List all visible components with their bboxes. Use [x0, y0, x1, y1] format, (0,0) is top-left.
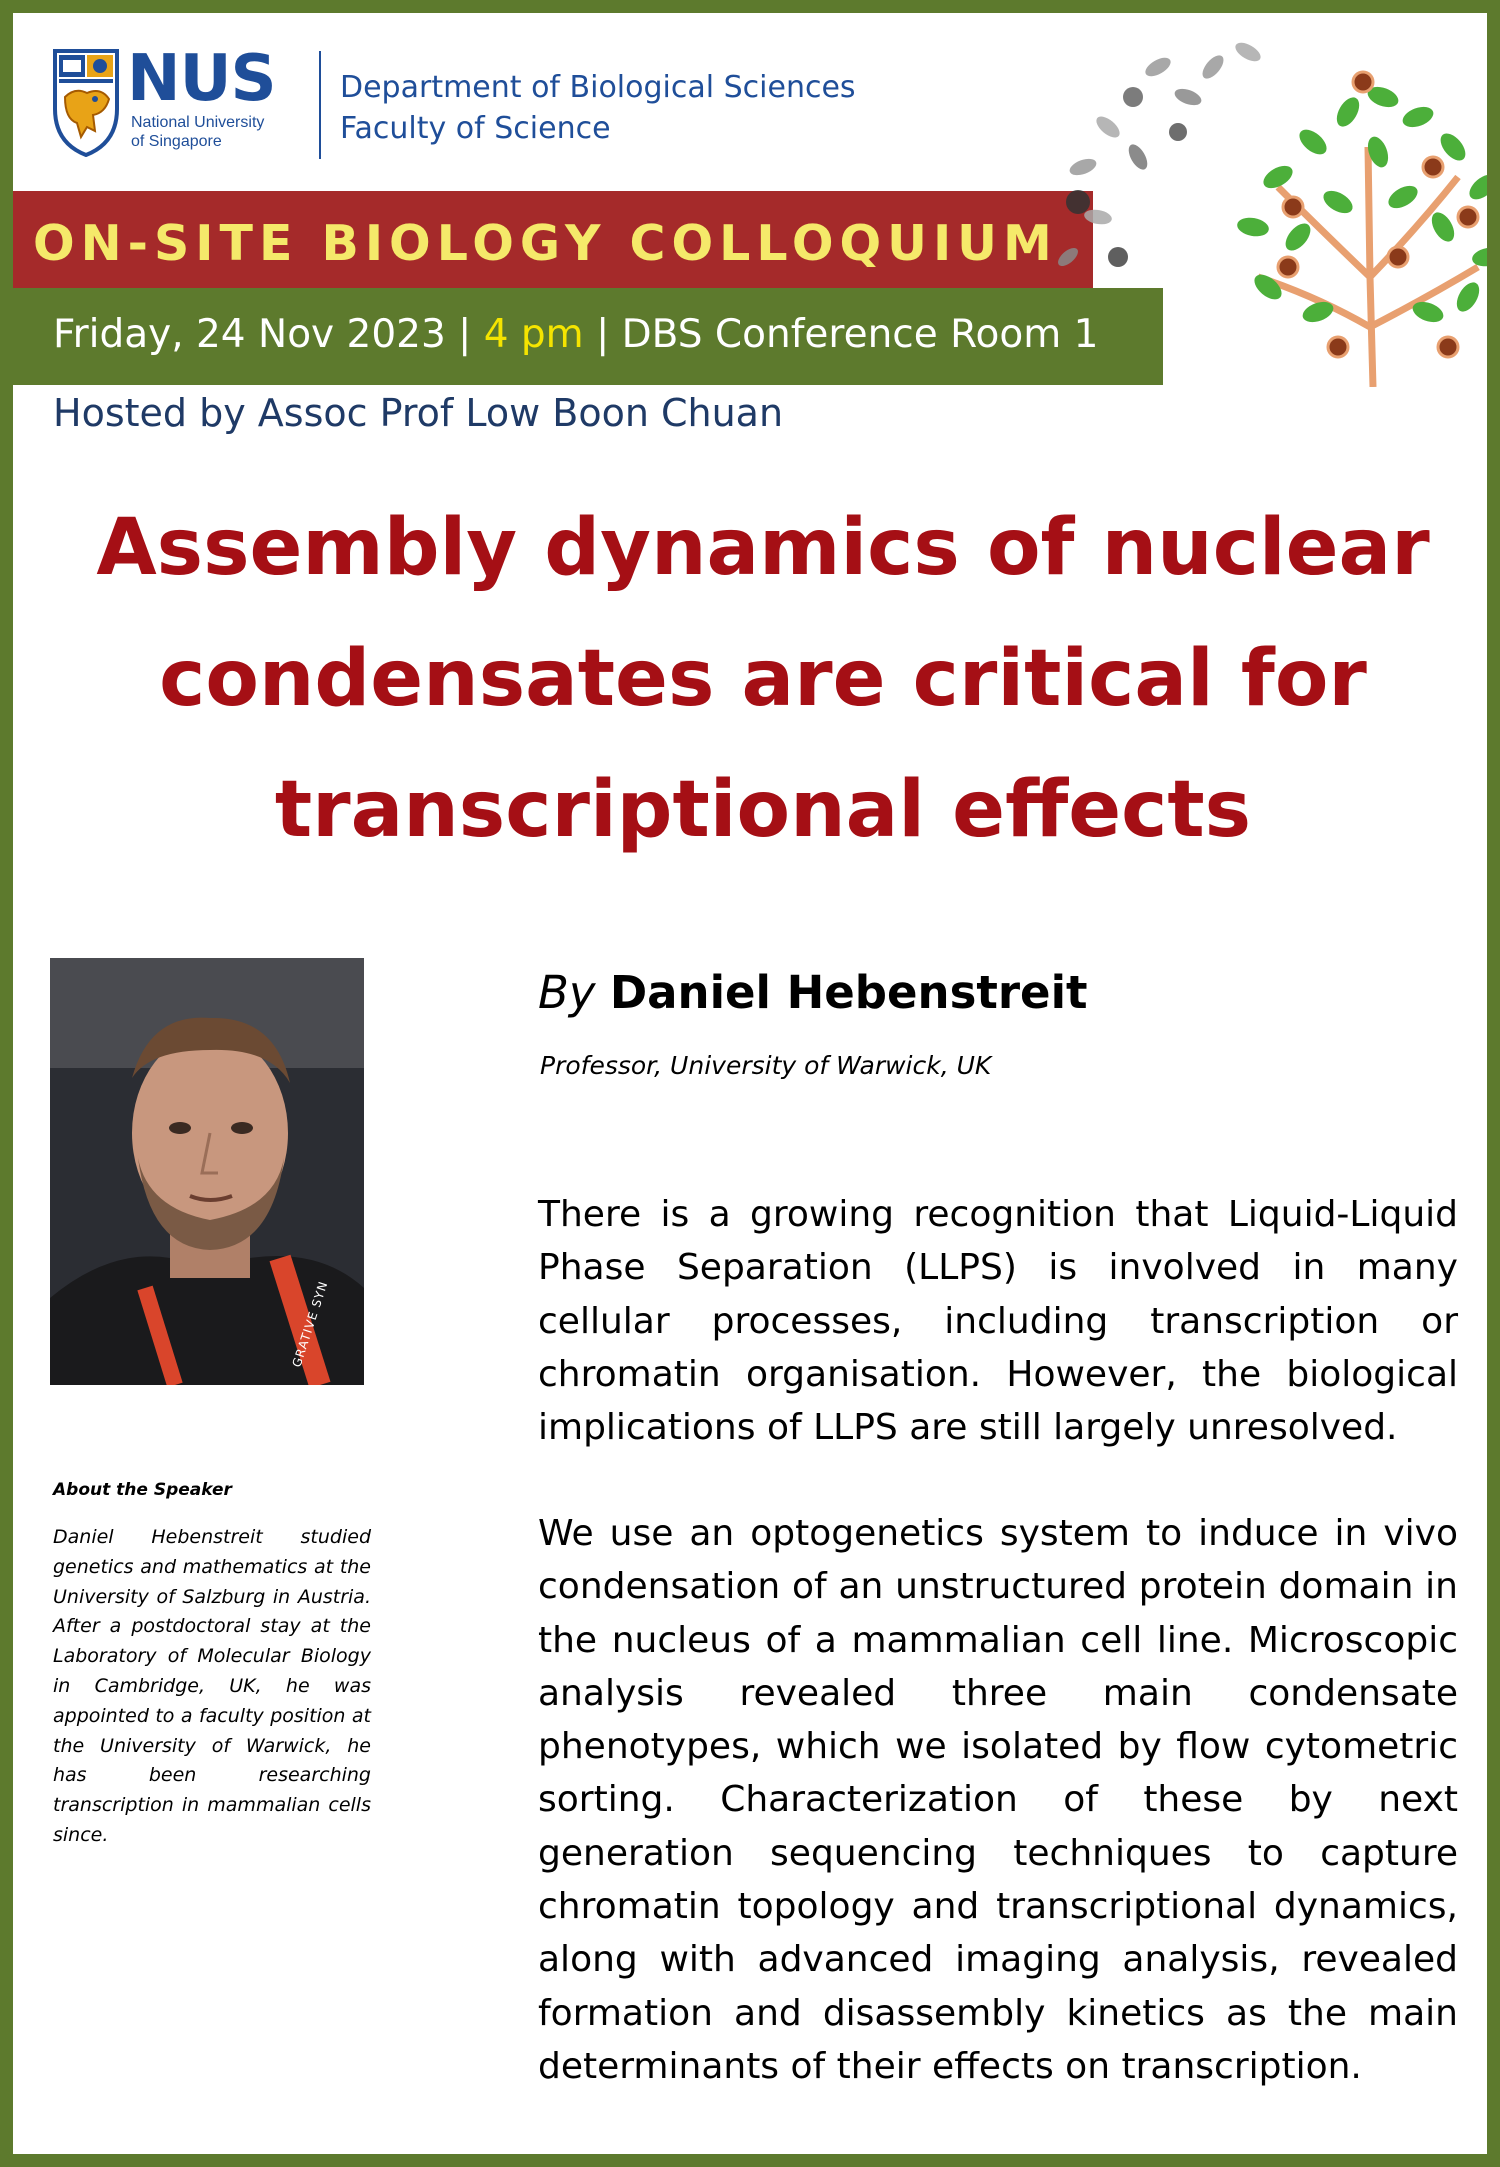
talk-title [43, 483, 1483, 876]
colloquium-banner [13, 191, 1093, 288]
department-name: Department of Biological Sciences [340, 70, 856, 105]
speaker-byline [538, 966, 1088, 1019]
host-line: Hosted by Assoc Prof Low Boon Chuan [53, 391, 784, 435]
nus-crest-icon [51, 47, 121, 157]
speaker-name: Daniel Hebenstreit [609, 966, 1088, 1019]
abstract-paragraph-2: We use an optogenetics system to induce in vivo condensation of an unstructured protein domain in the nucleus of a mammalian cell line. Microscopic analysis revealed three main condensate phenotypes, which we isolated by flow cytometric sorting. Characterization of these by next generation sequencing techniques to capture chromatin topology and transcriptional dynamics, along with advanced imaging analysis, revealed formation and disassembly kinetics as the main determinants of their effects on transcription. [538, 1513, 1458, 2087]
department-block [340, 67, 856, 149]
abstract-paragraph-1: There is a growing recognition that Liquid-Liquid Phase Separation (LLPS) is involved in many cellular processes, including transcription or chromatin organisation. However, the biological implications of LLPS are still largely unresolved. [538, 1194, 1458, 1449]
speaker-photo [50, 958, 364, 1385]
tree-illustration-icon [1038, 27, 1500, 387]
talk-title-line3: transcriptional effects [274, 765, 1252, 855]
faculty-name: Faculty of Science [340, 111, 611, 146]
header-divider [319, 51, 321, 159]
event-time: 4 pm [483, 312, 584, 357]
talk-title-line2: condensates are critical for [159, 634, 1367, 724]
about-speaker-heading: About the Speaker [53, 1480, 232, 1500]
event-venue: DBS Conference Room 1 [621, 312, 1099, 357]
lanyard-text: GRATIVE SYN [289, 1279, 331, 1369]
nus-subtitle-line2: of Singapore [131, 133, 222, 150]
event-info-banner [13, 288, 1163, 385]
nus-wordmark: NUS [127, 42, 276, 116]
talk-title-line1: Assembly dynamics of nuclear [96, 503, 1430, 593]
event-date: Friday, 24 Nov 2023 [53, 312, 446, 357]
speaker-photo-illustration [50, 958, 364, 1385]
nus-logo [51, 41, 331, 166]
event-info: Friday, 24 Nov 2023 | 4 pm | DBS Conference Room 1 [53, 312, 1099, 357]
colloquium-title: ON-SITE BIOLOGY COLLOQUIUM [33, 215, 1058, 272]
about-speaker-text: Daniel Hebenstreit studied genetics and mathematics at the University of Salzburg in Austria. After a postdoctoral stay at the Laboratory of Molecular Biology in Cambridge, UK, he was appointed to a faculty position at the University of Warwick, he has been researching transcription in mammalian cells since. [53, 1526, 371, 1846]
nus-subtitle [131, 113, 264, 151]
speaker-affiliation: Professor, University of Warwick, UK [540, 1051, 992, 1080]
nus-subtitle-line1: National University [131, 114, 265, 131]
by-label: By [538, 966, 596, 1019]
